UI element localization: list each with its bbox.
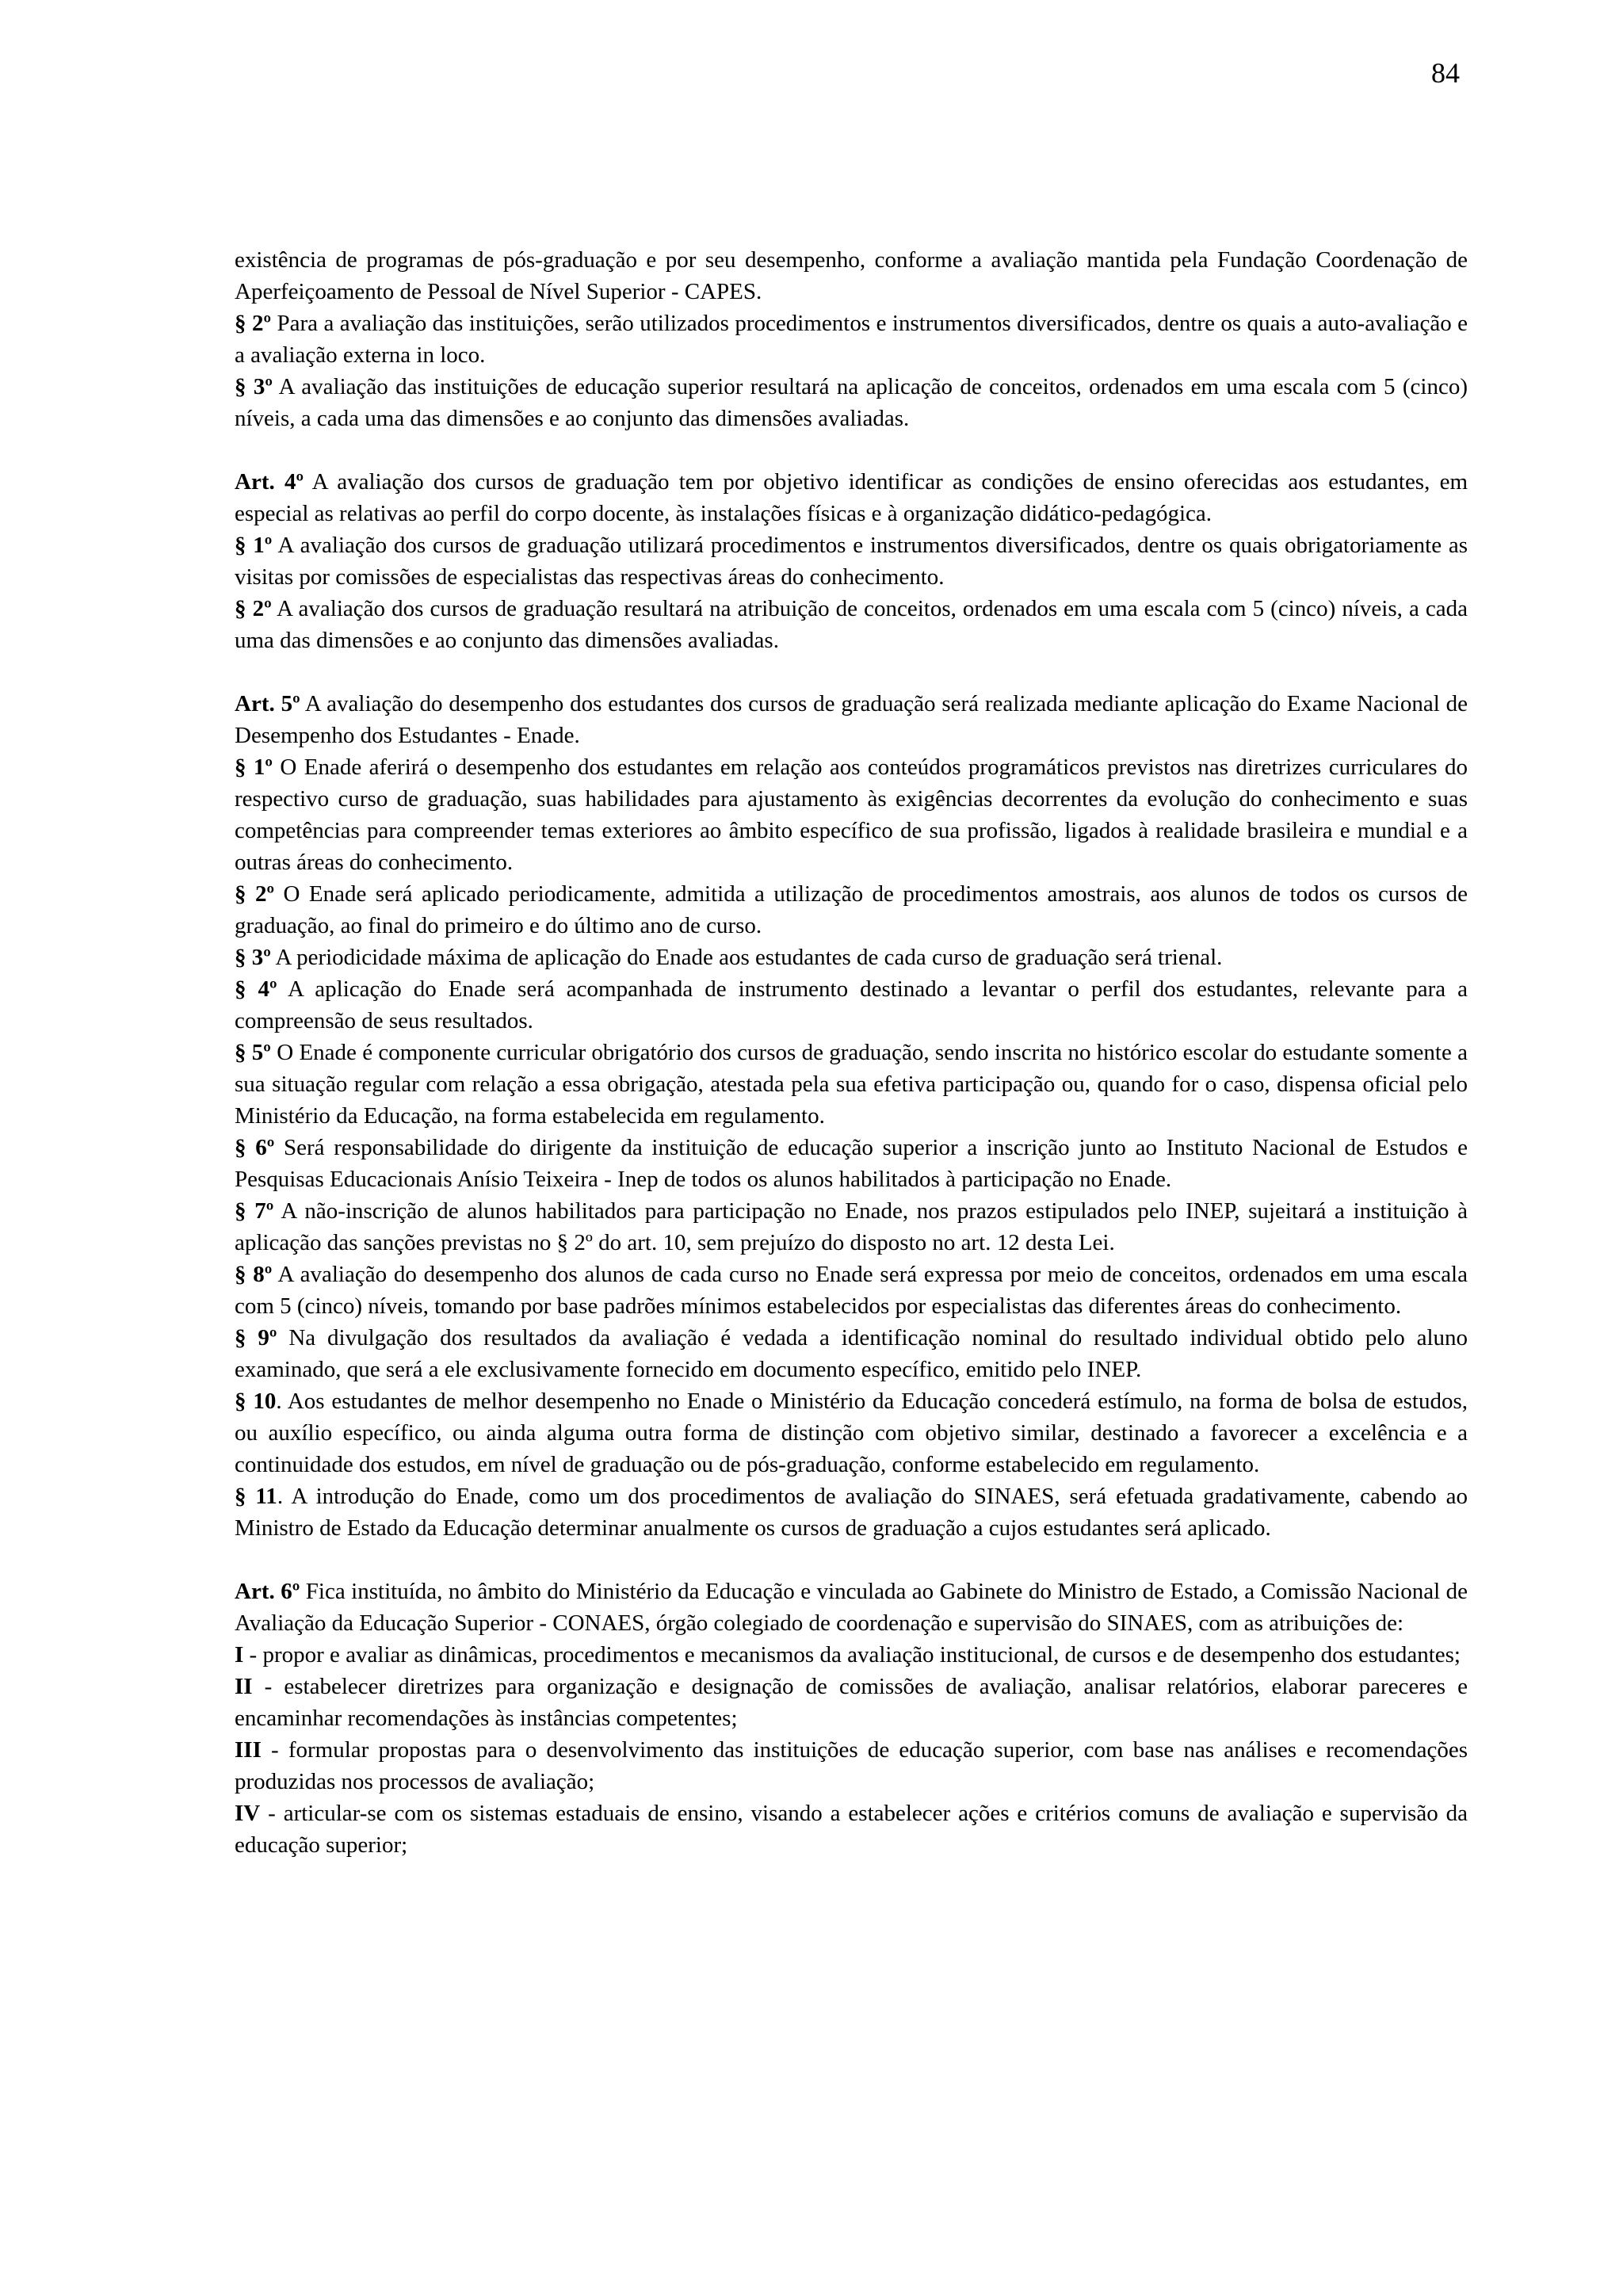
paragraph-text: - articular-se com os sistemas estaduais de ensino, visando a estabelecer ações e critérios comuns de avaliação e supervisão da educação superior; — [235, 1801, 1468, 1858]
paragraph-text: A avaliação dos cursos de graduação tem por objetivo identificar as condições de ensino oferecidas aos estudantes, em especial as relativas ao perfil do corpo docente, às instalações físicas e à organização didático-pedagógica. — [235, 469, 1468, 526]
article-marker: § 1º — [235, 533, 273, 558]
paragraph-text: . Aos estudantes de melhor desempenho no Enade o Ministério da Educação concederá estímulo, na forma de bolsa de estudos, ou auxílio específico, ou ainda alguma outra forma de distinção com objetivo similar, destinado a favorecer a excelência e a continuidade dos estudos, em nível de graduação ou de pós-graduação, conforme estabelecido em regulamento. — [235, 1389, 1468, 1477]
page-number: 84 — [1431, 57, 1460, 89]
article-marker: IV — [235, 1801, 261, 1826]
paragraph-text: A avaliação dos cursos de graduação resultará na atribuição de conceitos, ordenados em uma escala com 5 (cinco) níveis, a cada uma das dimensões e ao conjunto das dimensões avaliadas. — [235, 596, 1468, 653]
paragraph — [235, 1037, 1468, 1132]
document-body — [235, 244, 1468, 1861]
article-marker: § 5º — [235, 1040, 271, 1065]
paragraph-text: - propor e avaliar as dinâmicas, procedimentos e mecanismos da avaliação institucional, de cursos e de desempenho dos estudantes; — [243, 1642, 1461, 1668]
paragraph — [235, 1322, 1468, 1385]
paragraph-text: A avaliação do desempenho dos estudantes dos cursos de graduação será realizada mediante aplicação do Exame Nacional de Desempenho dos Estudantes - Enade. — [235, 691, 1468, 748]
paragraph — [235, 1132, 1468, 1195]
article-marker: I — [235, 1642, 244, 1668]
article-marker: Art. 6º — [235, 1579, 300, 1604]
paragraph — [235, 1671, 1468, 1734]
paragraph — [235, 1259, 1468, 1322]
paragraph-text: Na divulgação dos resultados da avaliação é vedada a identificação nominal do resultado individual obtido pelo aluno examinado, que será a ele exclusivamente fornecido em documento específico, emitido pelo INEP. — [235, 1325, 1468, 1382]
article-marker: § 6º — [235, 1135, 275, 1160]
article-marker: § 7º — [235, 1198, 274, 1224]
paragraph-text: Fica instituída, no âmbito do Ministério da Educação e vinculada ao Gabinete do Ministro de Estado, a Comissão Nacional de Avaliação da Educação Superior - CONAES, órgão colegiado de coordenação e supervisão do SINAES, com as atribuições de: — [235, 1579, 1468, 1636]
paragraph — [235, 878, 1468, 942]
paragraph — [235, 751, 1468, 878]
article-marker: § 2º — [235, 596, 272, 621]
paragraph-text: - formular propostas para o desenvolvimento das instituições de educação superior, com base nas análises e recomendações produzidas nos processos de avaliação; — [235, 1737, 1468, 1794]
paragraph — [235, 1576, 1468, 1639]
paragraph-text: O Enade será aplicado periodicamente, admitida a utilização de procedimentos amostrais, aos alunos de todos os cursos de graduação, ao final do primeiro e do último ano de curso. — [235, 881, 1468, 938]
paragraph-text: A avaliação das instituições de educação superior resultará na aplicação de conceitos, ordenados em uma escala com 5 (cinco) níveis, a cada uma das dimensões e ao conjunto das dimensões avaliadas. — [235, 374, 1468, 431]
article-marker: Art. 5º — [235, 691, 300, 716]
paragraph-text: A avaliação dos cursos de graduação utilizará procedimentos e instrumentos diversificados, dentre os quais obrigatoriamente as visitas por comissões de especialistas das respectivas áreas do conhecimento. — [235, 533, 1468, 590]
article-marker: § 9º — [235, 1325, 277, 1350]
paragraph — [235, 529, 1468, 593]
paragraph — [235, 244, 1468, 308]
paragraph-text: O Enade é componente curricular obrigatório dos cursos de graduação, sendo inscrita no histórico escolar do estudante somente a sua situação regular com relação a essa obrigação, atestada pela sua efetiva participação ou, quando for o caso, dispensa oficial pelo Ministério da Educação, na forma estabelecida em regulamento. — [235, 1040, 1468, 1129]
paragraph — [235, 1480, 1468, 1544]
article-marker: § 3º — [235, 945, 271, 970]
article-marker: § 4º — [235, 976, 277, 1002]
paragraph — [235, 1385, 1468, 1480]
article-marker: § 2º — [235, 881, 275, 907]
paragraph — [235, 1797, 1468, 1861]
paragraph — [235, 593, 1468, 656]
paragraph-text: O Enade aferirá o desempenho dos estudantes em relação aos conteúdos programáticos previstos nas diretrizes curriculares do respectivo curso de graduação, suas habilidades para ajustamento às exigências decorrentes da evolução do conhecimento e suas competências para compreender temas exteriores ao âmbito específico de sua profissão, ligados à realidade brasileira e mundial e a outras áreas do conhecimento. — [235, 755, 1468, 875]
paragraph-text: Para a avaliação das instituições, serão utilizados procedimentos e instrumentos diversificados, dentre os quais a auto-avaliação e a avaliação externa in loco. — [235, 311, 1468, 368]
paragraph-text: existência de programas de pós-graduação e por seu desempenho, conforme a avaliação mantida pela Fundação Coordenação de Aperfeiçoamento de Pessoal de Nível Superior - CAPES. — [235, 247, 1468, 304]
paragraph — [235, 688, 1468, 751]
paragraph — [235, 371, 1468, 434]
article-marker: § 11 — [235, 1484, 277, 1509]
paragraph-text: Será responsabilidade do dirigente da instituição de educação superior a inscrição junto ao Instituto Nacional de Estudos e Pesquisas Educacionais Anísio Teixeira - Inep de todos os alunos habilitados à participação no Enade. — [235, 1135, 1468, 1192]
paragraph — [235, 942, 1468, 973]
paragraph-text: A periodicidade máxima de aplicação do Enade aos estudantes de cada curso de graduação será trienal. — [270, 945, 1223, 970]
article-marker: § 8º — [235, 1262, 273, 1287]
paragraph — [235, 308, 1468, 371]
article-marker: III — [235, 1737, 262, 1763]
article-marker: § 1º — [235, 755, 273, 780]
article-marker: § 3º — [235, 374, 273, 399]
paragraph-text: A não-inscrição de alunos habilitados para participação no Enade, nos prazos estipulados pelo INEP, sujeitará a instituição à aplicação das sanções previstas no § 2º do art. 10, sem prejuízo do disposto no art. 12 desta Lei. — [235, 1198, 1468, 1255]
paragraph-text: A avaliação do desempenho dos alunos de cada curso no Enade será expressa por meio de conceitos, ordenados em uma escala com 5 (cinco) níveis, tomando por base padrões mínimos estabelecidos por especialistas das diferentes áreas do conhecimento. — [235, 1262, 1468, 1319]
paragraph-text: . A introdução do Enade, como um dos procedimentos de avaliação do SINAES, será efetuada gradativamente, cabendo ao Ministro de Estado da Educação determinar anualmente os cursos de graduação a cujos estudantes será aplicado. — [235, 1484, 1468, 1541]
article-marker: § 10 — [235, 1389, 277, 1414]
paragraph — [235, 973, 1468, 1037]
paragraph — [235, 466, 1468, 529]
paragraph-text: - estabelecer diretrizes para organização e designação de comissões de avaliação, analisar relatórios, elaborar pareceres e encaminhar recomendações às instâncias competentes; — [235, 1674, 1468, 1731]
paragraph — [235, 1734, 1468, 1797]
paragraph-text: A aplicação do Enade será acompanhada de instrumento destinado a levantar o perfil dos estudantes, relevante para a compreensão de seus resultados. — [235, 976, 1468, 1033]
article-marker: Art. 4º — [235, 469, 304, 495]
paragraph — [235, 1195, 1468, 1259]
paragraph — [235, 1639, 1468, 1671]
article-marker: II — [235, 1674, 253, 1699]
article-marker: § 2º — [235, 311, 272, 336]
